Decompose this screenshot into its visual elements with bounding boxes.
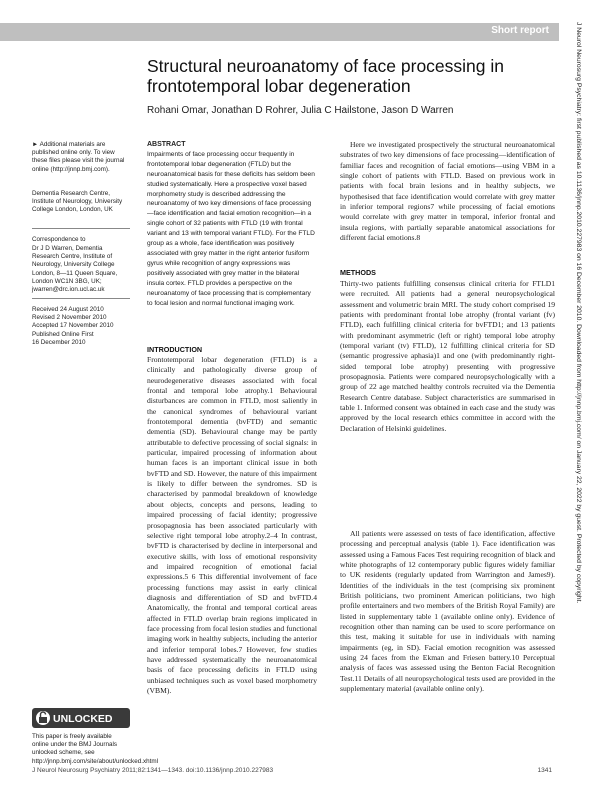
section-bar [0, 23, 559, 41]
additional-materials-note: ► Additional materials are published online only. To view these files please visit the journal online (http://jnnp.bmj.com). [32, 141, 125, 173]
sidebar-divider [32, 298, 130, 299]
download-notice-text: J Neurol Neurosurg Psychiatry: first published as 10.1136/jnnp.2010.227983 on 16 December 2010. Downloaded from http://jnnp.bmj.com/ on January 22, 2022 by guest. Protected by copyright. [575, 22, 582, 604]
article-dates: Received 24 August 2010 Revised 2 November 2010 Accepted 17 November 2010 Published Online First 16 December 2010 [32, 306, 114, 346]
methods-paragraph-2: All patients were assessed on tests of face identification, affective processing and perceptual analysis (table 1). Face identification was assessed using a Famous Faces Test requiring recognition of black and white photographs of 12 contemporary public figures widely familiar to UK residents (regularly updated from Warrington and James9). Identities of the individuals in the test (comprising six prominent British politicians, two prominent American politicians, two high profile entertainers and two members of the British Royal Family) are listed in supplementary table 1 (available online only). Evidence of recognition other than naming can be used to score performance on this test, making it suitable for use in individuals with naming impairments (eg, in SD). Facial emotion recognition was assessed using 24 faces from the Ekman and Friesen battery.10 Perceptual analysis of faces was assessed using the Benton Facial Recognition Test.11 Details of all neuropsychological tests used are provided in the supplementary material (available online only). [340, 529, 555, 694]
introduction-body: Frontotemporal lobar degeneration (FTLD) is a clinically and pathologically diverse group of neurodegenerative diseases associated with focal frontal and temporal lobe atrophy.1 Behavioural disturbances are common in FTLD, most saliently in the canonical syndromes of behavioural variant frontotemporal dementia (bvFTD) and semantic dementia (SD). Behavioural change may be partly attributable to defective processing of social signals: in particular, impaired processing of information about human faces is an important clinical issue in both bvFTD and SD. However, the nature of this impairment is likely to differ between the syndromes. SD is characterised by panmodal breakdown of knowledge about objects, concepts and persons, leading to impaired processing of facial identity; progressive prosopagnosia has been associated particularly with selective right temporal lobe atrophy.2–4 In contrast, bvFTD is characterised by decline in interpersonal and executive skills, with loss of emotional responsivity and impaired recognition of emotional facial expressions.5 6 This differential involvement of face processing functions may assist in early clinical diagnosis and differentiation of SD and bvFTD.4 Anatomically, the frontal and temporal cortical areas affected in FTLD overlap brain regions implicated in face processing from focal lesion studies and functional imaging work in healthy subjects, including the anterior and inferior temporal lobes.7 However, few studies have addressed systematically the neuroanatomical basis of face processing deficits in FTLD using unbiased techniques such as voxel based morphometry (VBM). [147, 355, 317, 695]
section-label: Short report [491, 25, 549, 36]
vertical-download-notice [566, 22, 582, 762]
page-footer [32, 767, 552, 774]
affiliation: Dementia Research Centre, Institute of Neurology, University College London, London, UK [32, 190, 123, 214]
article-title: Structural neuroanatomy of face processing in frontotemporal lobar degeneration [147, 56, 504, 96]
correspondence-details: Dr J D Warren, Dementia Research Centre, Institute of Neurology, University College London, 8—11 Queen Square, London WC1N 3BG, UK; jwarren@drc.ion.ucl.ac.uk [32, 245, 118, 294]
svg-text:UNLOCKED: UNLOCKED [53, 713, 113, 725]
unlocked-logo-icon [32, 708, 130, 728]
article-authors: Rohani Omar, Jonathan D Rohrer, Julia C Hailstone, Jason D Warren [147, 105, 454, 116]
sidebar-divider [32, 228, 130, 229]
intro-continued-paragraph: Here we investigated prospectively the structural neuroanatomical substrates of two key dimensions of face processing—identification of familiar faces and recognition of facial emotions—using VBM in a single cohort of patients with FTLD. Based on previous work in patients with focal brain lesions and in healthy subjects, we hypothesised that face identification would correlate with grey matter in inferior temporal regions7 while processing of facial emotions would correlate with grey matter in temporal, inferior frontal and insula regions, with partially separable anatomical associations for different facial emotions.8 [340, 140, 555, 243]
page-number: 1341 [537, 767, 552, 774]
unlocked-badge [32, 708, 130, 728]
citation: J Neurol Neurosurg Psychiatry 2011;82:1341—1343. doi:10.1136/jnnp.2010.227983 [32, 767, 274, 774]
abstract [147, 140, 317, 308]
free-access-note: This paper is freely available online under the BMJ Journals unlocked scheme, see http://jnnp.bmj.com/site/about/unlocked.xhtml [32, 733, 159, 765]
methods-heading: METHODS [340, 268, 376, 277]
abstract-body: Impairments of face processing occur frequently in frontotemporal lobar degeneration (FTLD) but the neuroanatomical basis for these deficits has seldom been studied systematically. Here a prospective voxel based morphometry study is described addressing the neuroanatomy of two key dimensions of face processing—face identification and facial emotion recognition—in a single cohort of 32 patients with FTLD (19 with frontal variant and 13 with temporal variant FTLD). For the FTLD group as a whole, face identification was positively associated with grey matter in the right anterior fusiform gyrus while recognition of angry expressions was positively associated with grey matter in the bilateral insula cortex. FTLD provides a perspective on the neuroanatomy of face processing that is complementary to focal lesion and normal functional imaging work. [147, 150, 315, 307]
introduction-heading: INTRODUCTION [147, 345, 203, 354]
methods-paragraph-1: Thirty-two patients fulfilling consensus clinical criteria for FTLD1 were recruited. All patients had a general neuropsychological assessment and volumetric brain MRI. The study cohort comprised 19 patients with predominant frontal lobe atrophy (frontal variant (fv) FTLD), each fulfilling clinical criteria for bvFTD1; and 13 patients with predominant asymmetric (left or right) temporal lobe atrophy (temporal variant (tv) FTLD), 12 fulfilling clinical criteria for SD (semantic progressive aphasia)1 and one (with predominantly right-sided temporal lobe atrophy) presenting with progressive prosopagnosia. Patients were compared neuropsychologically with a group of 22 age matched healthy controls recruited via the Dementia Research Centre database. Subject characteristics are summarised in table 1. Informed consent was obtained in each case and the study was approved by the local research ethics committee in accord with the Declaration of Helsinki guidelines. [340, 279, 555, 433]
abstract-heading: ABSTRACT [147, 141, 186, 148]
correspondence-heading: Correspondence to [32, 236, 86, 243]
